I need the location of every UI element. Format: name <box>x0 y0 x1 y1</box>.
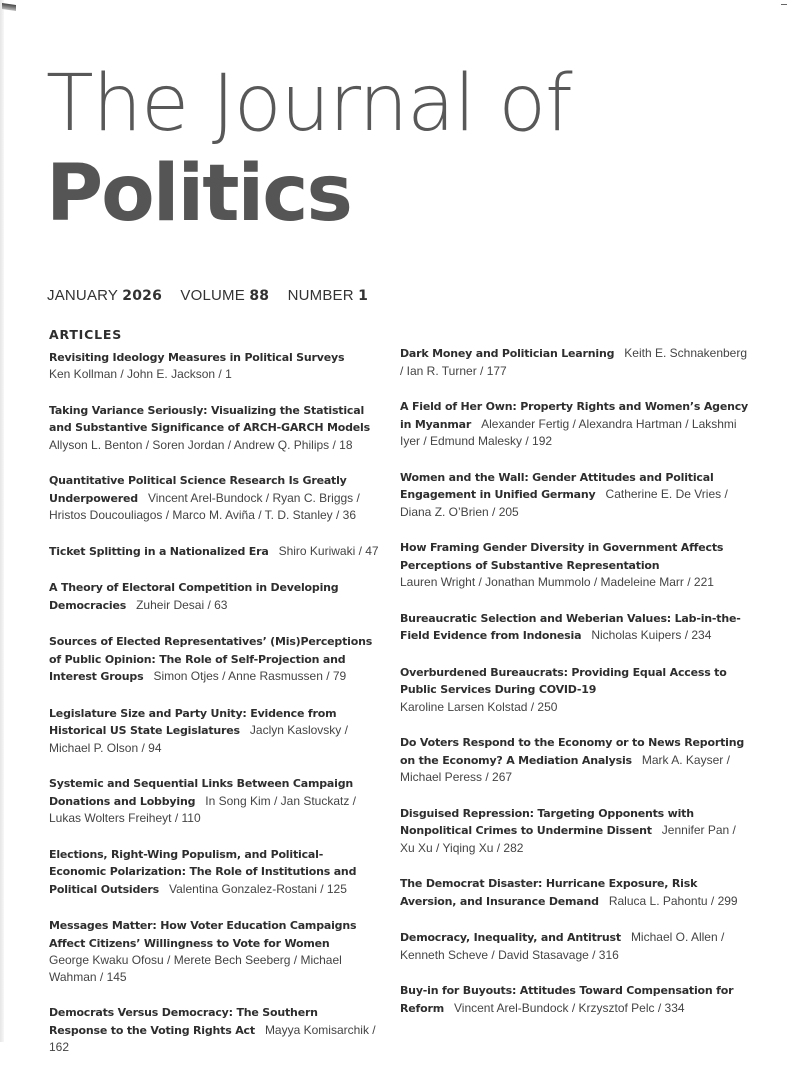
article-title: Women and the Wall: Gender Attitudes and Political Engagement in Unified Germany <box>400 470 714 501</box>
article-title: Legislature Size and Party Unity: Evidence from Historical US State Legislatures <box>49 706 337 737</box>
toc-entry[interactable] <box>49 1004 379 1056</box>
toc-entry[interactable] <box>400 539 750 591</box>
issue-year: 2026 <box>122 288 163 304</box>
journal-masthead <box>46 59 572 239</box>
article-authors-page: George Kwaku Ofosu / Merete Bech Seeberg / Michael Wahman / 145 <box>49 953 342 984</box>
toc-entry[interactable] <box>400 875 750 910</box>
article-list-left <box>49 349 379 1056</box>
article-title: Ticket Splitting in a Nationalized Era <box>49 544 269 558</box>
toc-entry[interactable] <box>49 472 379 524</box>
toc-entry[interactable] <box>400 982 750 1017</box>
toc-right-column <box>400 345 750 1036</box>
toc-entry[interactable] <box>49 846 379 899</box>
toc-entry[interactable] <box>49 543 379 561</box>
volume-label: VOLUME <box>180 287 245 304</box>
article-authors-page: Valentina Gonzalez-Rostani / 125 <box>169 881 347 896</box>
toc-entry[interactable] <box>400 398 750 450</box>
article-title: A Theory of Electoral Competition in Developing Democracies <box>49 581 339 612</box>
toc-entry[interactable] <box>400 469 750 521</box>
issue-date <box>47 287 162 304</box>
article-title: Revisiting Ideology Measures in Political Surveys <box>49 350 345 364</box>
article-authors-page: Lauren Wright / Jonathan Mummolo / Madeleine Marr / 221 <box>400 575 714 589</box>
article-title: Systemic and Sequential Links Between Campaign Donations and Lobbying <box>49 777 354 808</box>
article-title: Overburdened Bureaucrats: Providing Equal Access to Public Services During COVID-19 <box>400 665 727 696</box>
article-authors-page: Mayya Komisarchik / 162 <box>49 1022 376 1054</box>
toc-entry[interactable] <box>400 929 750 963</box>
article-authors-page: Raluca L. Pahontu / 299 <box>608 893 738 908</box>
section-heading-articles: ARTICLES <box>49 327 122 342</box>
article-authors-page: Mark A. Kayser / Michael Peress / 267 <box>400 752 730 784</box>
toc-entry[interactable] <box>400 610 750 645</box>
issue-volume <box>180 287 269 304</box>
article-title: Bureaucratic Selection and Weberian Values: Lab-in-the-Field Evidence from Indonesia <box>400 611 741 642</box>
article-title: Democrats Versus Democracy: The Southern Response to the Voting Rights Act <box>49 1006 318 1037</box>
article-authors-page: Zuheir Desai / 63 <box>136 597 228 612</box>
article-title: The Democrat Disaster: Hurricane Exposure, Risk Aversion, and Insurance Demand <box>400 877 698 908</box>
toc-entry[interactable] <box>400 664 750 716</box>
article-authors-page: Jennifer Pan / Xu Xu / Yiqing Xu / 282 <box>400 823 736 855</box>
toc-entry[interactable] <box>400 805 750 857</box>
number-label: NUMBER <box>287 287 354 304</box>
scan-edge-mark <box>781 4 787 5</box>
article-authors-page: Ken Kollman / John E. Jackson / 1 <box>49 367 232 381</box>
page-edge <box>0 0 4 1042</box>
toc-entry[interactable] <box>49 349 379 383</box>
article-authors-page: Alexander Fertig / Alexandra Hartman / Lakshmi Iyer / Edmund Malesky / 192 <box>400 416 737 448</box>
article-title: Elections, Right-Wing Populism, and Political-Economic Polarization: The Role of Institutions and Political Outsiders <box>49 847 357 896</box>
journal-title-line2: Politics <box>46 149 351 239</box>
article-title: Buy-in for Buyouts: Attitudes Toward Compensation for Reform <box>400 984 734 1015</box>
article-authors-page: Keith E. Schnakenberg / Ian R. Turner / 177 <box>400 346 748 378</box>
article-title: Quantitative Political Science Research Is Greatly Underpowered <box>49 474 347 505</box>
article-title: Democracy, Inequality, and Antitrust <box>400 931 621 944</box>
article-title: Disguised Repression: Targeting Opponents with Nonpolitical Crimes to Undermine Dissent <box>400 806 694 837</box>
article-title: A Field of Her Own: Property Rights and Women’s Agency in Myanmar <box>400 400 749 431</box>
article-authors-page: Vincent Arel-Bundock / Ryan C. Briggs / Hristos Doucouliagos / Marco M. Aviña / T. D. Stanley / 36 <box>49 490 360 522</box>
toc-entry[interactable] <box>49 917 379 985</box>
toc-entry[interactable] <box>49 402 379 454</box>
toc-left-column <box>49 327 379 1075</box>
number-value: 1 <box>358 288 369 304</box>
toc-entry[interactable] <box>49 775 379 827</box>
toc-entry[interactable] <box>400 345 750 379</box>
toc-entry[interactable] <box>400 734 750 786</box>
article-title: Taking Variance Seriously: Visualizing the Statistical and Substantive Significance of ARCH-GARCH Models <box>49 403 370 434</box>
article-authors-page: In Song Kim / Jan Stuckatz / Lukas Wolters Freiheyt / 110 <box>49 793 357 825</box>
article-list-right <box>400 345 750 1017</box>
journal-title-line1: The Journal of <box>46 59 572 149</box>
article-authors-page: Michael O. Allen / Kenneth Scheve / David Stasavage / 316 <box>400 930 725 962</box>
article-title: How Framing Gender Diversity in Government Affects Perceptions of Substantive Representation <box>400 541 724 572</box>
article-title: Sources of Elected Representatives’ (Mis)Perceptions of Public Opinion: The Role of Self-Projection and Interest Groups <box>49 635 373 683</box>
article-title: Dark Money and Politician Learning <box>400 347 615 360</box>
issue-month: JANUARY <box>47 287 118 304</box>
article-authors-page: Allyson L. Benton / Soren Jordan / Andrew Q. Philips / 18 <box>49 437 353 452</box>
article-authors-page: Jaclyn Kaslovsky / Michael P. Olson / 94 <box>49 723 348 755</box>
scan-corner-mark <box>2 3 16 11</box>
toc-entry[interactable] <box>49 579 379 614</box>
toc-entry[interactable] <box>49 633 379 686</box>
article-authors-page: Simon Otjes / Anne Rasmussen / 79 <box>153 669 347 683</box>
article-title: Do Voters Respond to the Economy or to News Reporting on the Economy? A Mediation Analysis <box>400 736 744 767</box>
toc-entry[interactable] <box>49 705 379 757</box>
article-authors-page: Catherine E. De Vries / Diana Z. O’Brien / 205 <box>400 487 728 519</box>
issue-info <box>47 287 382 304</box>
article-authors-page: Karoline Larsen Kolstad / 250 <box>400 699 558 714</box>
article-authors-page: Shiro Kuriwaki / 47 <box>278 543 379 558</box>
article-authors-page: Nicholas Kuipers / 234 <box>591 628 712 642</box>
volume-number: 88 <box>249 288 270 304</box>
article-title: Messages Matter: How Voter Education Campaigns Affect Citizens’ Willingness to Vote for Women <box>49 919 357 950</box>
article-authors-page: Vincent Arel-Bundock / Krzysztof Pelc / 334 <box>453 1000 685 1015</box>
issue-number <box>288 287 369 304</box>
